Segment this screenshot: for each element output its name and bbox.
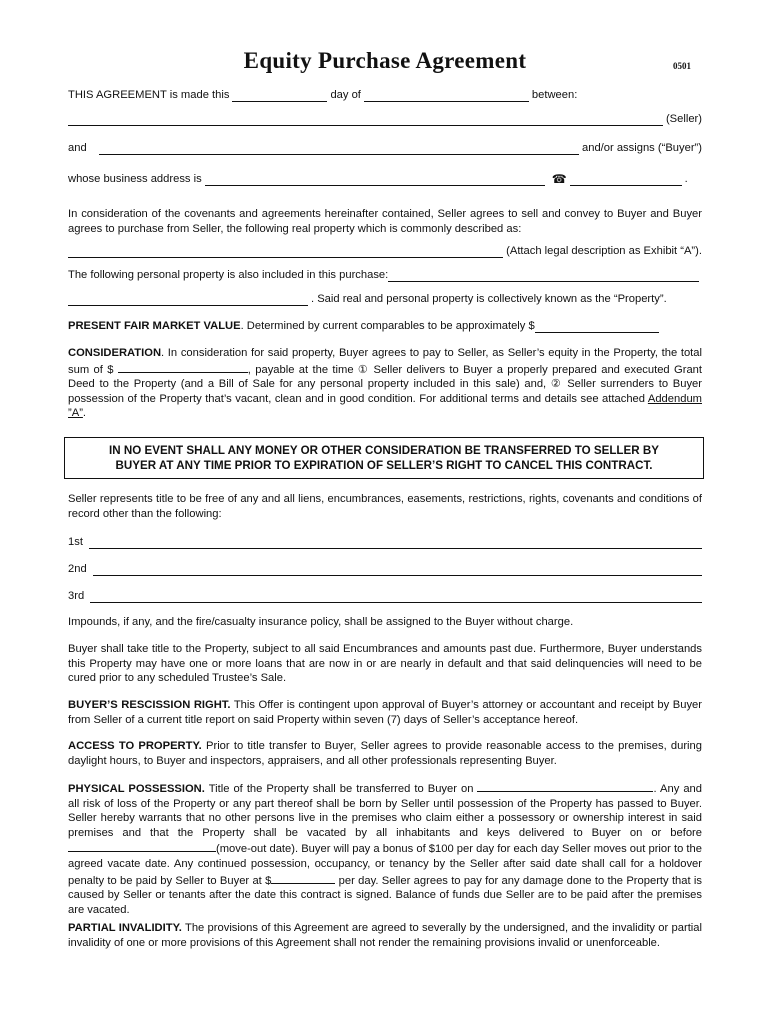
- possession-text-3: (move-out date). Buyer will pay a bonus of $100 per day for each day Seller moves out prior to the agreed vacate date. Any continued possession, occupancy, or tenancy by the Seller after said date shall call for a holdover penalty to be paid by Seller to Buyer at $: [68, 843, 702, 887]
- invalidity-text: The provisions of this Agreement are agreed to severally by the undersigned, and the invalidity or partial invalidity of one or more provisions of this Agreement shall not render the remaining provisions invalid or unenforceable.: [68, 922, 703, 949]
- phone-blank[interactable]: [570, 173, 682, 186]
- personal-property-blank[interactable]: [388, 269, 699, 282]
- rescission-heading: BUYER’S RESCISSION RIGHT.: [68, 699, 231, 711]
- consideration-text-3: .: [82, 407, 87, 420]
- encumbrance-line-2: [68, 560, 702, 576]
- consideration-heading: CONSIDERATION: [68, 347, 162, 359]
- encumbrance-3-blank[interactable]: [90, 590, 702, 603]
- address-label: whose business address is: [68, 173, 202, 185]
- third-label: 3rd: [68, 590, 85, 602]
- fmv-line: [68, 317, 702, 333]
- consideration-text-2: , payable at the time ① Seller delivers to Buyer a properly prepared and executed Grant Deed to the Property (and a Bill of Sale for any personal property included in this sale) and, ② Seller surrenders to Buyer possession of the Property that’s vacant, clean and in good condition. For additional terms and details see attached: [68, 363, 702, 405]
- access-text: Prior to title transfer to Buyer, Seller agrees to provide reasonable access to the premises, during daylight hours, to Buyer and inspectors, appraisers, and all other professionals representing Buyer.: [68, 740, 702, 767]
- property-description-blank[interactable]: [68, 245, 503, 258]
- address-period: .: [684, 173, 688, 185]
- personal-property-line: [68, 266, 702, 282]
- possession-text-1: Title of the Property shall be transferred to Buyer on: [204, 783, 478, 795]
- invalidity-paragraph: [68, 921, 702, 950]
- day-of-label: day of: [330, 89, 361, 101]
- access-heading: ACCESS TO PROPERTY.: [68, 740, 202, 752]
- exhibit-label: (Attach legal description as Exhibit “A”).: [506, 245, 702, 257]
- address-line: [68, 170, 702, 186]
- notice-line-2: BUYER AT ANY TIME PRIOR TO EXPIRATION OF SELLER’S RIGHT TO CANCEL THIS CONTRACT.: [115, 459, 653, 472]
- first-label: 1st: [68, 536, 83, 548]
- fmv-text: . Determined by current comparables to be approximately $: [240, 320, 535, 332]
- invalidity-heading: PARTIAL INVALIDITY.: [68, 922, 182, 934]
- impounds-paragraph: Impounds, if any, and the fire/casualty insurance policy, shall be assigned to the Buyer without charge.: [68, 616, 574, 628]
- holdover-penalty-blank[interactable]: [271, 872, 335, 884]
- consideration-text-1: . In consideration for said property, Buyer agrees to pay to Seller, as Seller’s equity in the Property, the total sum of $: [68, 347, 702, 376]
- agreement-date-line: [68, 86, 702, 102]
- encumbrance-line-3: [68, 587, 702, 603]
- access-paragraph: [68, 739, 702, 768]
- property-description-line: [68, 242, 702, 258]
- seller-line: [68, 110, 702, 126]
- phone-icon: ☎: [551, 172, 567, 186]
- move-out-date-blank[interactable]: [68, 840, 216, 852]
- made-this-label: THIS AGREEMENT is made this: [68, 89, 230, 101]
- personal-property-blank-2[interactable]: [68, 293, 308, 306]
- total-sum-blank[interactable]: [118, 361, 248, 373]
- consideration-paragraph: [68, 346, 702, 421]
- rescission-text: This Offer is contingent upon approval of Buyer’s attorney or accountant and receipt by Buyer from Seller of a current title report on said Property within seven (7) days of Seller’s acceptance hereof.: [68, 699, 702, 726]
- second-label: 2nd: [68, 563, 87, 575]
- fmv-amount-blank[interactable]: [535, 320, 659, 333]
- possession-heading: PHYSICAL POSSESSION.: [68, 783, 205, 795]
- fmv-heading: PRESENT FAIR MARKET VALUE: [68, 320, 241, 332]
- encumbrance-2-blank[interactable]: [93, 563, 702, 576]
- collective-label: . Said real and personal property is collectively known as the “Property”.: [311, 293, 667, 305]
- title-paragraph: Seller represents title to be free of any and all liens, encumbrances, easements, restrictions, rights, covenants and conditions of record other than the following:: [68, 493, 702, 520]
- possession-text-2: . Any and all risk of loss of the Property or any part thereof shall be born by Seller until possession of the Property has passed to Buyer. Seller hereby warrants that no other persons live in the premises who claim either a possessory or ownership interest in said premises and that the Property shall be vacated by all inhabitants and keys delivered to Buyer on or before: [68, 783, 702, 839]
- day-blank[interactable]: [232, 89, 327, 102]
- buyer-label: and/or assigns (“Buyer”): [582, 142, 702, 154]
- rescission-paragraph: [68, 698, 702, 727]
- encumbrance-line-1: [68, 533, 702, 549]
- notice-box: [64, 437, 704, 479]
- possession-text-4: per day. Seller agrees to pay for any damage done to the Property that is caused by Seller or tenants after the date this contract is signed. Balance of funds due Seller are to be paid after the premises are vacated.: [68, 874, 702, 916]
- property-collective-line: [68, 290, 702, 306]
- seller-name-blank[interactable]: [68, 113, 663, 126]
- encumbrance-1-blank[interactable]: [89, 536, 702, 549]
- and-label: and: [68, 142, 87, 154]
- possession-paragraph: [68, 780, 702, 917]
- between-label: between:: [531, 89, 578, 101]
- addendum-link: Addendum ”A”: [68, 392, 702, 420]
- form-number: 0501: [673, 61, 691, 71]
- buyer-line: [68, 139, 702, 155]
- notice-line-1: IN NO EVENT SHALL ANY MONEY OR OTHER CONSIDERATION BE TRANSFERRED TO SELLER BY: [109, 444, 659, 457]
- month-year-blank[interactable]: [364, 89, 529, 102]
- buyer-name-blank[interactable]: [99, 142, 579, 155]
- address-blank[interactable]: [205, 173, 545, 186]
- property-paragraph: In consideration of the covenants and agreements hereinafter contained, Seller agrees to sell and convey to Buyer and Buyer agrees to purchase from Seller, the following real property which is commonly described as:: [68, 208, 702, 235]
- seller-label: (Seller): [665, 113, 702, 125]
- transfer-date-blank[interactable]: [477, 780, 653, 792]
- personal-property-label: The following personal property is also included in this purchase:: [68, 269, 389, 281]
- document-title: Equity Purchase Agreement: [243, 48, 527, 73]
- buyer-title-paragraph: Buyer shall take title to the Property, subject to all said Encumbrances and amounts past due. Furthermore, Buyer understands this Property may have one or more loans that are now in or are nearly in default and that said delinquencies will need to be cured prior to any scheduled Trustee’s Sale.: [68, 643, 702, 685]
